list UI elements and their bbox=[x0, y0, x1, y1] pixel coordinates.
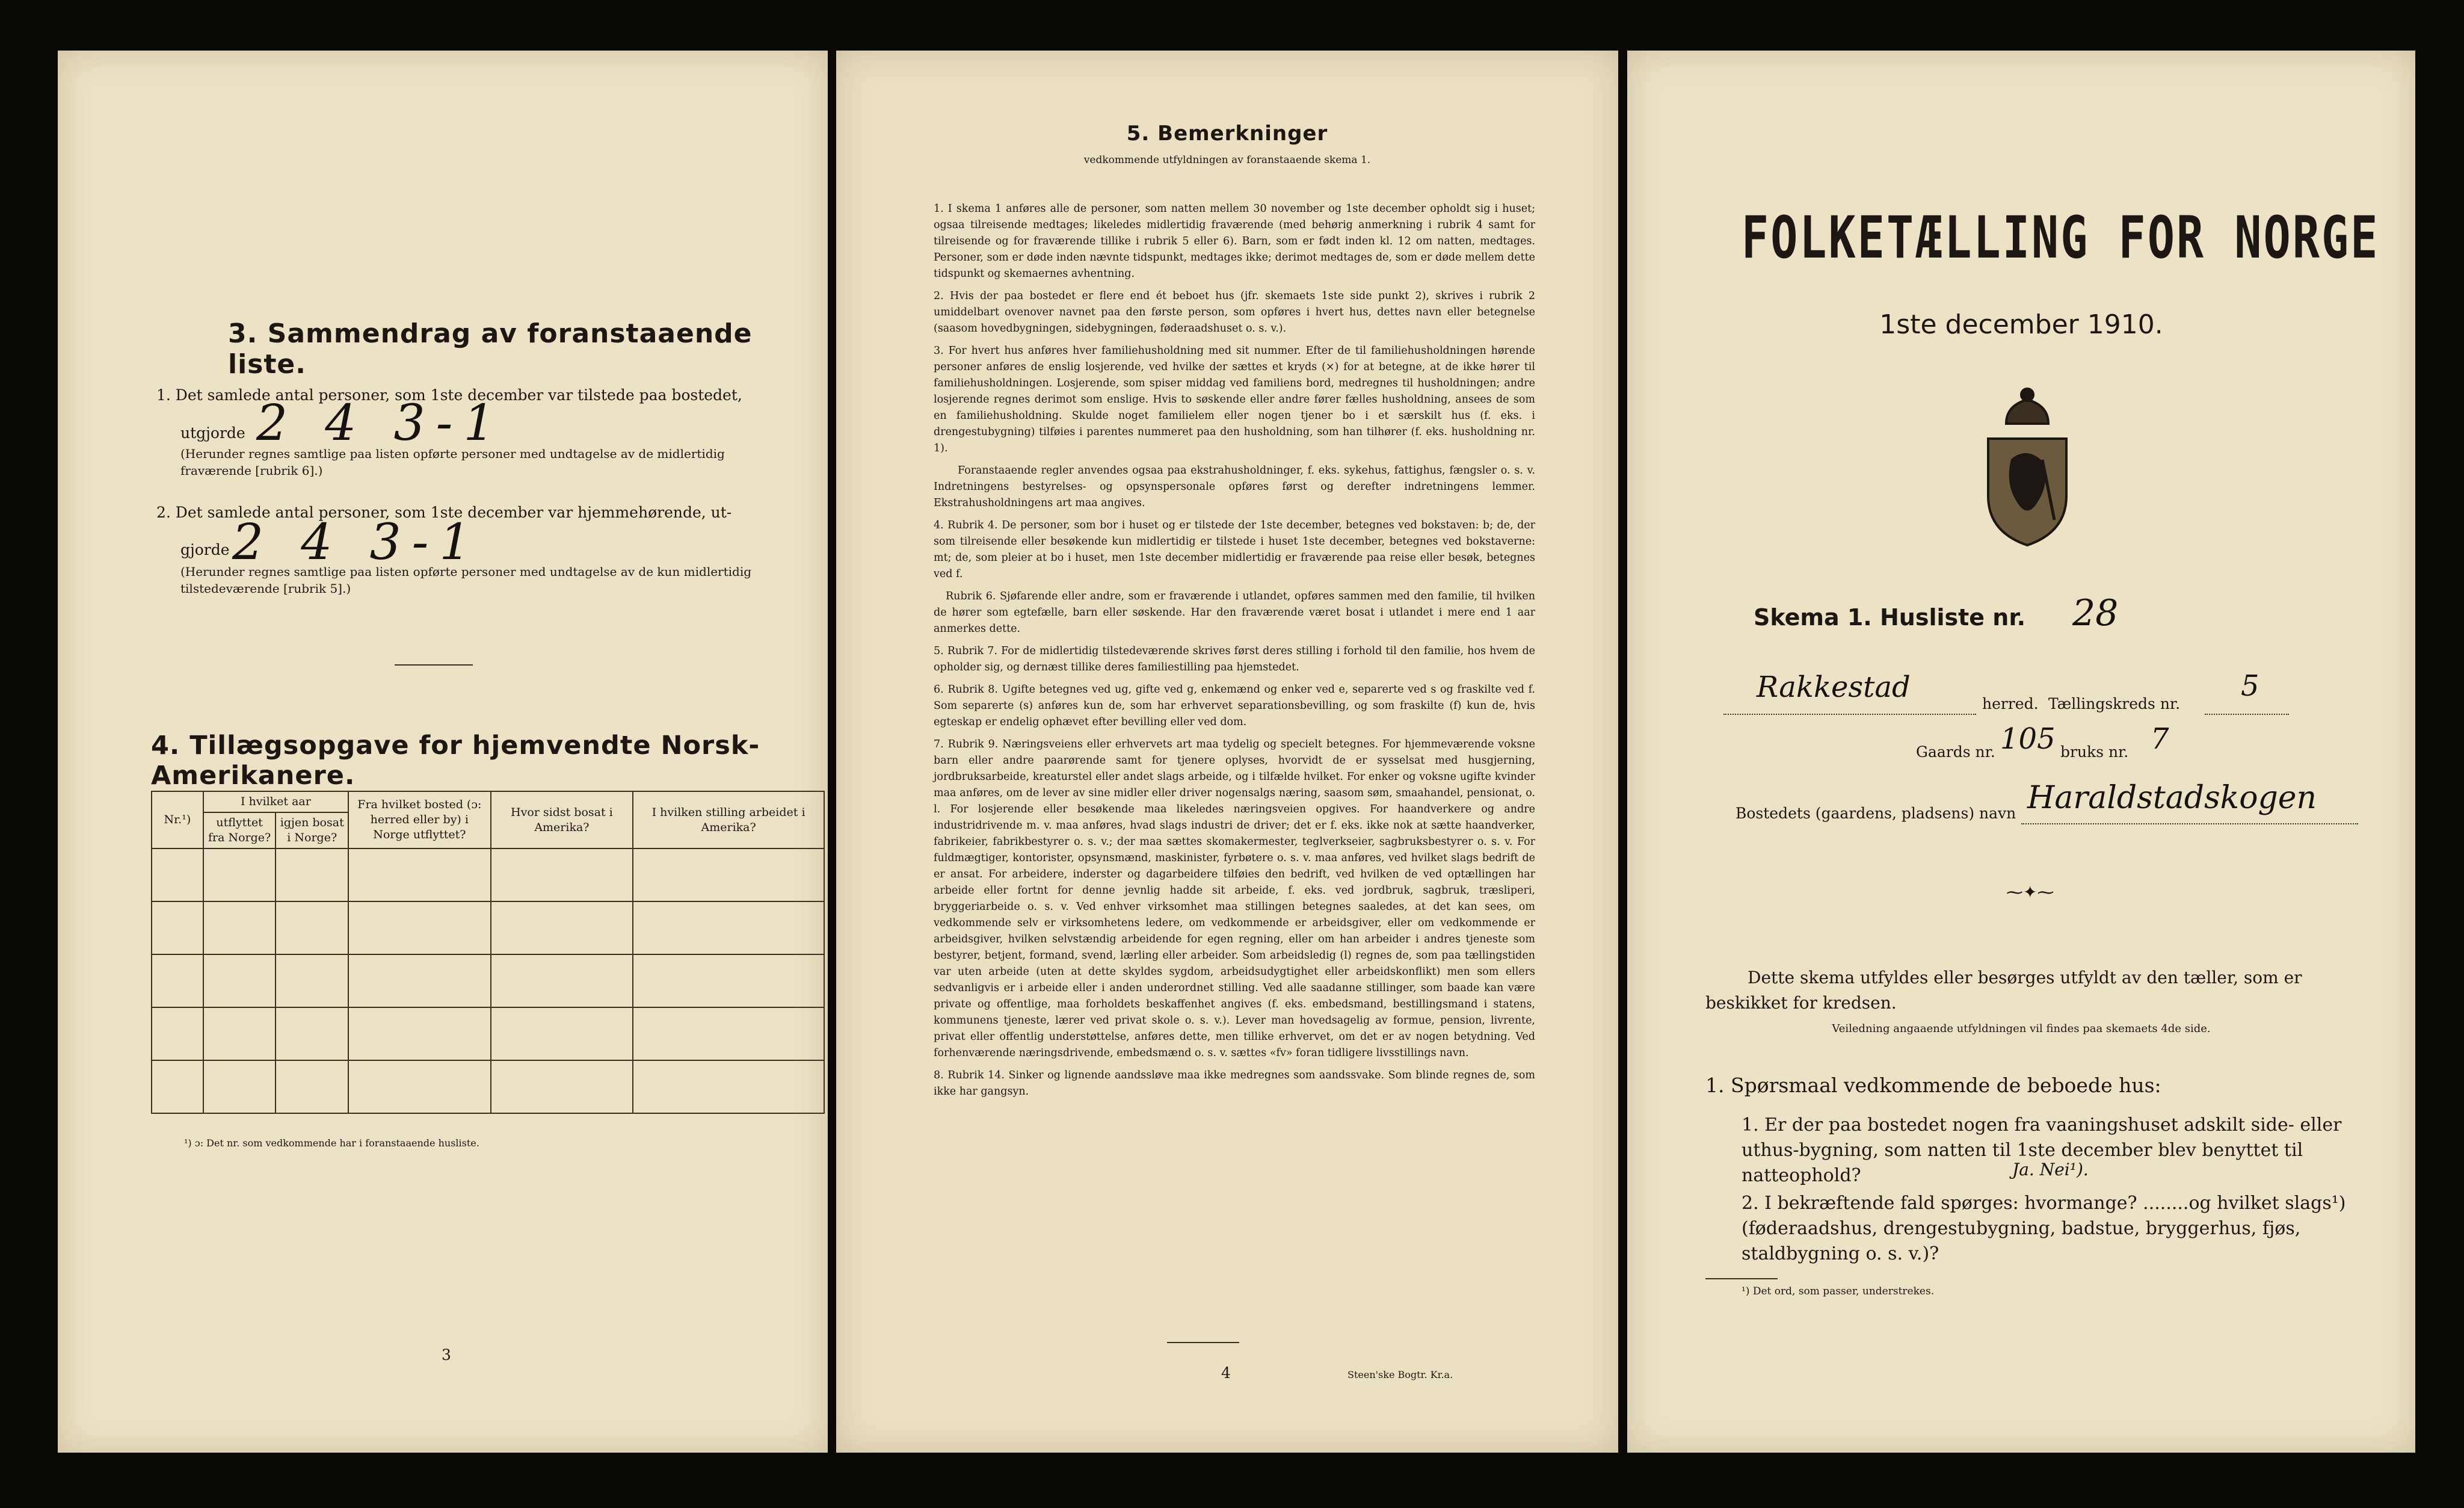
remark-3b: Foranstaaende regler anvendes ogsaa paa ekstrahusholdninger, f. eks. sykehus, fattighus, fængsler o. s. v. Indretningens bestyrelses- og opsynspersonale opføres først og derefter indretningens lemmer. Ekstrahusholdningens art maa angives. bbox=[934, 465, 1535, 509]
divider bbox=[395, 664, 473, 666]
s3-item2-handwriting: 2 4 3-1 bbox=[232, 514, 482, 571]
skema-label: Skema 1. Husliste nr. bbox=[1754, 604, 2026, 631]
col-emigrated: utflyttet fra Norge? bbox=[203, 812, 276, 848]
remark-3: 3. For hvert hus anføres hver familiehusholdning med sit nummer. Efter de til familiehusholdningen hørende personer anføres de enslig losjerende, ved hvilke der sættes et kryds (×) for at betegne, at de ikke hører til familiehusholdningen. Losjerende, som spiser middag ved familiens bord, medregnes til husholdningen; andre losjerende regnes derimot som enslige. Hvis to søskende eller andre fører fælles husholdning, ansees de som en familiehusholdning. Skulde noget familielem eller nogen tjener bo i et særskilt hus (f. eks. i drengestubygning) tilføies i parentes nummeret paa den husholdning, som han tilhører (f. eks. husholdning nr. 1). bbox=[934, 345, 1535, 454]
col-occupation: I hvilken stilling arbeidet i Amerika? bbox=[633, 791, 824, 848]
divider bbox=[1705, 1278, 1778, 1279]
s3-item1-note: (Herunder regnes samtlige paa listen opførte personer med undtagelse av de midlertidig fraværende [rubrik 6].) bbox=[180, 447, 725, 478]
coat-of-arms-icon bbox=[1970, 382, 2084, 550]
questions-header: 1. Spørsmaal vedkommende de beboede hus: bbox=[1705, 1074, 2161, 1097]
remarks-list bbox=[934, 201, 1535, 1106]
printer-mark: Steen'ske Bogtr. Kr.a. bbox=[1348, 1369, 1453, 1380]
husliste-number: 28 bbox=[2072, 592, 2119, 634]
bruks-label: bruks nr. bbox=[2060, 743, 2129, 761]
col-nr: Nr.¹) bbox=[152, 791, 203, 848]
footnote: ¹) Det ord, som passer, understrekes. bbox=[1742, 1285, 1935, 1297]
question-1-answer: Ja. Nei¹). bbox=[2012, 1160, 2089, 1179]
col-returned: igjen bosat i Norge? bbox=[276, 812, 348, 848]
question-2: 2. I bekræftende fald spørges: hvormange? ........og hvilket slags¹) (føderaadshus, drengestubygning, badstue, bryggerhus, fjøs, staldbygning o. s. v.)? bbox=[1742, 1193, 2346, 1264]
col-from-place: Fra hvilket bosted (ɔ: herred eller by) i Norge utflyttet? bbox=[348, 791, 491, 848]
question-1: 1. Er der paa bostedet nogen fra vaaningshuset adskilt side- eller uthus-bygning, som natten til 1ste december blev benyttet til natteophold? bbox=[1742, 1114, 2342, 1186]
page-right bbox=[1627, 51, 2415, 1453]
remark-5: 5. Rubrik 7. For de midlertidig tilstedeværende skrives først deres stilling i forhold til den familie, hos hvem de opholder sig, og dernæst tillike deres familiestilling paa hjemstedet. bbox=[934, 645, 1535, 673]
ornament-icon: ⁓✦⁓ bbox=[2006, 882, 2054, 902]
s3-item1-handwriting: 2 4 3-1 bbox=[256, 395, 506, 452]
s3-item2-label: gjorde bbox=[180, 541, 230, 558]
s3-item1-label: utgjorde bbox=[180, 424, 245, 442]
table-row bbox=[152, 901, 824, 954]
table-row bbox=[152, 1007, 824, 1060]
page-number-4: 4 bbox=[1221, 1364, 1231, 1382]
table-footnote: ¹) ɔ: Det nr. som vedkommende har i foranstaaende husliste. bbox=[184, 1137, 479, 1149]
remark-7: 7. Rubrik 9. Næringsveiens eller erhvervets art maa tydelig og specielt betegnes. For hjemmeværende voksne barn eller andre paarørende samt for tjenere oplyses, hvorvidt de er sysselsat med husgjerning, jordbruksarbeide, kreaturstel eller andet slags arbeide, og i tilfælde hvilket. For enker og voksne ugifte kvinder maa anføres, om de lever av sine midler eller driver nogensalgs næring, saasom søm, smaahandel, pensionat, o. l. For losjerende eller besøkende maa likeledes næringsveien opgives. For haandverkere og andre industridrivende m. v. maa anføres, hvad slags industri de driver; det er f. eks. ikke nok at sætte haandverker, fabrikeier, fabrikbestyrer o. s. v.; der maa sættes skomakermester, teglverkseier, sagbruksbestyrer o. s. v. For fuldmægtiger, kontorister, opsynsmænd, maskinister, fyrbøtere o. s. v. maa anføres, ved hvilket slags bedrift de er ansat. For arbeidere, inderster og dagarbeidere tilføies den bedrift, ved hvilken de ved optællingen har arbeide eller fortnt for denne jevnlig hadde sit arbeide, f. eks. ved jordbruk, sagbruk, træsliperi, bryggeriarbeide o. s. v. Ved enhver virksomhet maa stillingen betegnes saaledes, at det kan sees, om vedkommende selv er virksomhetens ledere, om vedkommende er arbeidsgiver, eller om vedkommende er arbeidsgiver, hvilken selvstændig arbeidende for egen regning, eller om han arbeider i andres tjeneste som bestyrer, betjent, formand, svend, lærling eller arbeider. Som arbeidsledig (l) regnes de, som paa tællingstiden var uten arbeide (uten at dette skyldes sygdom, arbeidsudygtighet eller arbeidskonflikt) men som ellers sedvanligvis er i arbeide eller i anden underordnet stilling. Ved alle saadanne stillinger, som baade kan være private og offentlige, maa forholdets beskaffenhet angives (f. eks. embedsmand, bestillingsmand i statens, kommunens tjeneste, lærer ved privat skole o. s. v.). Lever man hovedsagelig av formue, pension, livrente, privat eller offentlig understøttelse, anføres dette, men tillike erhvervet, om det er av nogen betydning. Ved forhenværende næringsdrivende, embedsmænd o. s. v. sættes «fv» foran tidligere livsstillings navn. bbox=[934, 738, 1535, 1059]
remark-4b: Rubrik 6. Sjøfarende eller andre, som er fraværende i utlandet, opføres sammen med den familie, til hvilken de hører som egtefælle, barn eller søskende. Har den fraværende været bosat i utlandet i mere end 1 aar anmerkes dette. bbox=[934, 590, 1535, 635]
remark-8: 8. Rubrik 14. Sinker og lignende aandssløve maa ikke medregnes som aandssvake. Som blinde regnes de, som ikke har gangsyn. bbox=[934, 1069, 1535, 1098]
bruks-value: 7 bbox=[2151, 722, 2169, 756]
s3-item2: 2. Det samlede antal personer, som 1ste december var hjemmehørende, ut- bbox=[156, 504, 732, 521]
col-year-group: I hvilket aar bbox=[203, 791, 348, 812]
gaards-label: Gaards nr. bbox=[1916, 743, 1995, 761]
table-row bbox=[152, 848, 824, 901]
herred-label: herred. bbox=[1982, 695, 2039, 712]
gaards-value: 105 bbox=[2000, 722, 2056, 756]
norsk-amerikanere-table bbox=[151, 791, 825, 1114]
page-number-3: 3 bbox=[442, 1346, 451, 1364]
section4-title: 4. Tillægsopgave for hjemvendte Norsk-Amerikanere. bbox=[151, 731, 760, 791]
intro-text: Dette skema utfyldes eller besørges utfyldt av den tæller, som er beskikket for kredsen. bbox=[1705, 968, 2302, 1013]
col-last-residence: Hvor sidst bosat i Amerika? bbox=[491, 791, 633, 848]
table-row bbox=[152, 954, 824, 1007]
divider bbox=[1167, 1342, 1239, 1343]
herred-value: Rakkestad bbox=[1757, 670, 1911, 704]
form-title-wrap bbox=[1742, 204, 2380, 271]
table-row bbox=[152, 1060, 824, 1113]
page-left bbox=[58, 51, 828, 1453]
s3-item1: 1. Det samlede antal personer, som 1ste december var tilstede paa bostedet, bbox=[156, 386, 742, 404]
remark-2: 2. Hvis der paa bostedet er flere end ét beboet hus (jfr. skemaets 1ste side punkt 2), skrives i rubrik 2 umiddelbart ovenover navnet paa den første person, som opføres i hvert hus, dettes navn eller betegnelse (saasom hovedbygningen, sidebygningen, føderaadshuset o. s. v.). bbox=[934, 290, 1535, 335]
section3-title: 3. Sammendrag av foranstaaende liste. bbox=[228, 318, 753, 380]
kreds-label: Tællingskreds nr. bbox=[2048, 695, 2181, 712]
kreds-value: 5 bbox=[2241, 669, 2259, 703]
form-title: FOLKETÆLLING FOR NORGE bbox=[1742, 204, 2380, 271]
remark-4: 4. Rubrik 4. De personer, som bor i huset og er tilstede der 1ste december, betegnes ved bokstaven: b; de, der som tilreisende eller besøkende kun midlertidig er tilstede i huset 1ste december, betegnes ved bokstaverne: mt; de, som pleier at bo i huset, men 1ste december midlertidig er fraværende paa reise eller besøk, betegnes ved f. bbox=[934, 519, 1535, 580]
section5-subtitle: vedkommende utfyldningen av foranstaaende skema 1. bbox=[1083, 154, 1371, 166]
page-middle bbox=[836, 51, 1618, 1453]
bosted-value: Haraldstadskogen bbox=[2027, 780, 2317, 816]
remark-1: 1. I skema 1 anføres alle de personer, som natten mellem 30 november og 1ste december opholdt sig i huset; ogsaa tilreisende medtages; likeledes midlertidig fraværende (med behørig anmerkning i rubrik 4 samt for tilreisende og for fraværende tillike i rubrik 5 eller 6). Barn, som er født inden kl. 12 om natten, medtages. Personer, som er døde inden nævnte tidspunkt, medtages ikke; derimot medtages de, som er døde mellem dette tidspunkt og skemaernes avhentning. bbox=[934, 203, 1535, 280]
bosted-label: Bostedets (gaardens, pladsens) navn bbox=[1736, 805, 2016, 822]
section5-title: 5. Bemerkninger bbox=[1126, 122, 1328, 146]
census-date: 1ste december 1910. bbox=[1879, 309, 2163, 340]
intro-note: Veiledning angaaende utfyldningen vil findes paa skemaets 4de side. bbox=[1832, 1022, 2211, 1035]
s3-item2-note: (Herunder regnes samtlige paa listen opførte personer med undtagelse av de kun midlertidig tilstedeværende [rubrik 5].) bbox=[180, 564, 752, 596]
remark-6: 6. Rubrik 8. Ugifte betegnes ved ug, gifte ved g, enkemænd og enker ved e, separerte ved s og fraskilte ved f. Som separerte (s) anføres kun de, som har erhvervet separationsbevilling, og som fraskilte (f) kun de, hvis egteskap er endelig ophævet efter bevilling eller ved dom. bbox=[934, 684, 1535, 728]
